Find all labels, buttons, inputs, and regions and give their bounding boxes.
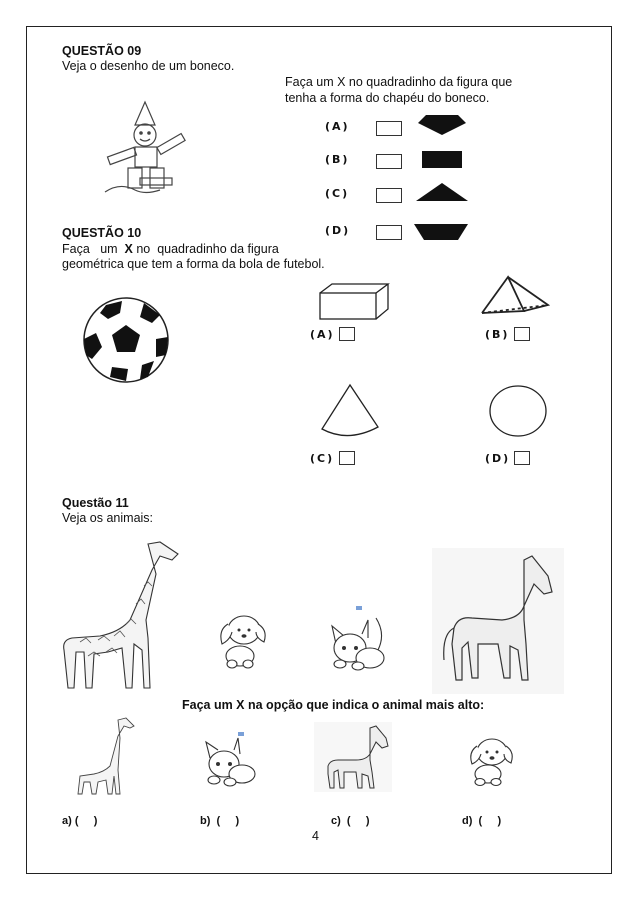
- kitten-icon: [328, 604, 386, 674]
- q11-intro: Veja os animais:: [62, 511, 154, 525]
- page-number: 4: [312, 829, 319, 843]
- q10-line1-post: no quadradinho da figura: [132, 242, 279, 256]
- q9-option-a-checkbox[interactable]: [376, 121, 402, 136]
- trapezoid-icon: [414, 224, 468, 240]
- q11-choice-b[interactable]: b) ( ): [200, 815, 240, 827]
- q10-line1-x: X: [124, 242, 133, 256]
- q10-option-b-label: (B): [485, 328, 510, 341]
- q10-option-a-checkbox[interactable]: [339, 327, 355, 341]
- pyramid-icon: [480, 275, 550, 317]
- puppy-icon: [462, 736, 518, 790]
- q9-title: QUESTÃO 09: [62, 44, 142, 58]
- cone-icon: [318, 383, 382, 441]
- q10-option-c-label: (C): [310, 452, 335, 465]
- q9-intro: Veja o desenho de um boneco.: [62, 59, 235, 73]
- q10-line1: [62, 242, 279, 257]
- pentagon-icon: [418, 115, 466, 135]
- rectangle-icon: [422, 151, 462, 168]
- puppy-icon: [212, 612, 270, 674]
- giraffe-icon: [60, 540, 182, 690]
- q11-instruction: Faça um X na opção que indica o animal mais alto:: [182, 698, 485, 712]
- q11-choice-c[interactable]: c) ( ): [331, 815, 370, 827]
- q9-instruction-line1: Faça um X no quadradinho da figura que: [285, 75, 513, 89]
- q11-choice-a[interactable]: a) ( ): [62, 815, 98, 827]
- q9-option-a-label: (A): [325, 120, 350, 133]
- circle-icon: [488, 384, 550, 440]
- q9-option-b-checkbox[interactable]: [376, 154, 402, 169]
- q9-option-c-checkbox[interactable]: [376, 188, 402, 203]
- kitten-icon: [200, 730, 258, 788]
- q9-option-d-checkbox[interactable]: [376, 225, 402, 240]
- puppet-drawing-icon: [100, 100, 200, 200]
- q11-title: Questão 11: [62, 496, 129, 510]
- box-icon: [318, 283, 390, 321]
- triangle-icon: [416, 183, 468, 201]
- soccer-ball-icon: [82, 297, 170, 383]
- q11-choice-d[interactable]: d) ( ): [462, 815, 502, 827]
- q10-option-d-label: (D): [485, 452, 511, 465]
- q9-option-d-label: (D): [325, 224, 351, 237]
- q10-option-b-checkbox[interactable]: [514, 327, 530, 341]
- horse-icon: [432, 548, 564, 694]
- q9-option-b-label: (B): [325, 153, 350, 166]
- q10-option-a-label: (A): [310, 328, 335, 341]
- q9-instruction-line2: tenha a forma do chapéu do boneco.: [285, 91, 490, 105]
- q10-option-d-checkbox[interactable]: [514, 451, 530, 465]
- horse-icon: [314, 722, 392, 792]
- q10-option-c-checkbox[interactable]: [339, 451, 355, 465]
- q10-line2: geométrica que tem a forma da bola de futebol.: [62, 257, 325, 271]
- q9-option-c-label: (C): [325, 187, 350, 200]
- giraffe-icon: [72, 716, 136, 796]
- q10-title: QUESTÃO 10: [62, 226, 142, 240]
- q10-line1-pre: Faça um: [62, 242, 125, 256]
